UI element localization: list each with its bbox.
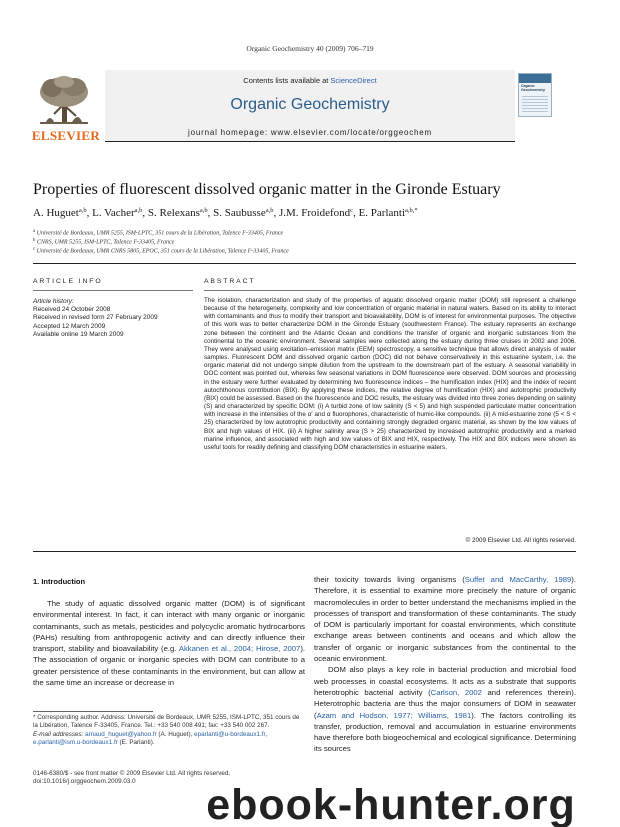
doi-line[interactable]: doi:10.1016/j.orggeochem.2009.03.0: [33, 778, 136, 786]
section-divider: [33, 263, 576, 264]
affiliation-text: CNRS, UMR 5255, ISM-LPTC, Talence F-33405, France: [36, 239, 175, 246]
affiliation-mark: b: [33, 238, 36, 243]
abstract-heading: ABSTRACT: [204, 278, 256, 285]
history-entry: Accepted 12 March 2009: [33, 322, 106, 330]
abstract-rule: [204, 290, 576, 291]
sciencedirect-link[interactable]: ScienceDirect: [330, 76, 377, 85]
contents-line: [105, 76, 515, 85]
affiliation: [33, 229, 593, 237]
author-affiliation-mark: a,b: [199, 207, 208, 214]
history-label: Article history:: [33, 298, 74, 305]
email-note: [33, 731, 305, 748]
cover-text-lines: [522, 96, 548, 112]
introduction-column-2: [314, 574, 576, 755]
article-title: Properties of fluorescent dissolved organic matter in the Gironde Estuary: [33, 181, 501, 198]
abstract-copyright: © 2009 Elsevier Ltd. All rights reserved.: [465, 537, 576, 544]
citation-link[interactable]: Akkanen et al., 2004; Hirose, 2007: [178, 644, 301, 654]
email-link[interactable]: arnaud_huguet@yahoo.fr: [85, 730, 157, 738]
intro-text: ). The association of organic or inorganic species with DOM can contribute to a greater persistence of these contaminants in the environment, but can allow at the same time an increase or decrease in: [33, 644, 306, 688]
corresponding-author-note: * Corresponding author. Address: Université de Bordeaux, UMR 5255, ISM-LPTC, 351 cours de la Libération, Talence F-33405, France. Tel.: +33 540 008 491; fax: +33 540 002 267.: [33, 714, 300, 730]
author-list: A. Huguet$^{a,b}$, L. Vacher$^{a,b}$, S. Relexans$^{a,b}$, S. Saubusse$^{a,b}$, J.M. Froidefond$^c$, E. Parlanti$^{a,b,*}$: [33, 207, 418, 219]
affiliation: [33, 247, 593, 255]
elsevier-wordmark: ELSEVIER: [31, 128, 101, 143]
running-head: Organic Geochemistry 40 (2009) 706–719: [246, 44, 374, 53]
article-history: [33, 298, 193, 339]
cover-title: Organic Geochemistry: [521, 84, 545, 92]
email-link[interactable]: eparlanti@u-bordeaux1.fr, e.parlanti@ism.u-bordeaux1.fr: [33, 730, 268, 746]
elsevier-tree-icon: [36, 74, 92, 126]
author: A. Huguet: [33, 207, 79, 219]
intro-text: The study of aquatic dissolved organic matter (DOM) is of significant environmental interest. In fact, it can interact with many organic or inorganic contaminants, such as metals, pesticides and polycyclic aromatic hydrocarbons (PAHs) resulting from anthropogenic activity and can directly influence their transport, stability and bioavailability (e.g.: [33, 599, 305, 654]
affiliation-mark: c: [33, 247, 36, 252]
journal-homepage[interactable]: journal homepage: www.elsevier.com/locate/orggeochem: [188, 128, 432, 137]
intro-text: and references therein). Heterotrophic bacteria are thus the major consumers of DOM in seawater (: [314, 687, 576, 720]
author: L. Vacher: [92, 207, 135, 219]
article-info-rule: [33, 290, 193, 291]
author: E. Parlanti: [358, 207, 405, 219]
history-entry: Available online 19 March 2009: [33, 330, 124, 338]
history-entry: Received 24 October 2008: [33, 306, 111, 314]
citation-link[interactable]: Carlson, 2002: [430, 687, 482, 697]
watermark: [162, 781, 620, 827]
affiliation: [33, 238, 593, 246]
intro-text: ). Therefore, it is essential to examine more precisely the nature of organic macromolecules in order to better understand the mechanisms implied in the processes of transport and transformation of these contaminants. The study of DOM is particularly important for coastal environments, which constitute exchange areas between continents and oceans and which allow the transfer of organic or inorganic substances from the continental to the oceanic environment.: [314, 575, 576, 664]
issn-line: 0146-6380/$ - see front matter © 2009 Elsevier Ltd. All rights reserved.: [33, 770, 231, 777]
intro-text: ). The factors controlling its transfer, production, removal and accumulation in estuarine environments have therefore both biogeochemical and ecological significance. Determining its sources: [314, 710, 576, 754]
citation-link[interactable]: Azam and Hodson, 1977; Williams, 1981: [316, 710, 472, 720]
email-owner: (A. Huguet),: [156, 730, 195, 738]
journal-cover-thumbnail: [518, 73, 552, 117]
history-entry: Received in revised form 27 February 2009: [33, 314, 158, 322]
author-affiliation-mark: a,b,*: [405, 207, 418, 214]
affiliation-text: Université de Bordeaux, UMR 5255, ISM-LPTC, 351 cours de la Libération, Talence F-33405, France: [36, 230, 284, 237]
author: S. Saubusse: [213, 207, 266, 219]
citation-link[interactable]: Suffet and MacCarthy, 1989: [464, 575, 572, 584]
watermark-text: ebook-hunter.org: [206, 781, 576, 827]
footnote-rule: [33, 711, 153, 712]
contents-prefix: Contents lists available at: [243, 76, 331, 85]
author: S. Relexans: [147, 207, 200, 219]
author-affiliation-mark: a,b: [134, 207, 143, 214]
abstract-text: The isolation, characterization and study of the properties of aquatic dissolved organic matter (DOM) still represent a challenge because of the heterogeneity, complexity and low concentration of organic material in natural waters. Based on its ability to interact with contaminants and thus to modify their transport and bioavailability, DOM is of interest for environmental purposes. The objective of this work was to better characterize DOM in the Gironde Estuary (southwestern France). The estuary represents an exchange zone between the continent and the Atlantic Ocean and conditions the transfer of organic and inorganic substances from the continental to the oceanic environment. Several samples were collected along the estuary during three cruises in 2002 and 2006. They were analysed using excitation–emission matrix (EEM) spectroscopy, a sensitive technique that allows direct analysis of water samples. Fluorescent DOM and dissolved organic carbon (DOC) did not behave conservatively in this estuarine system, i.e. the organic material did not undergo simple dilution from the upstream to the downstream part of the estuary. A seasonal variability in DOC content was pointed out, whereas few seasonal variations in DOM fluorescence were observed. DOM sources and processing in the estuary were further evaluated by determining two fluorescence indices – the humification index (HIX) and the index of recent autochthonous contribution (BIX). By applying these indices, the relative degree of humification (HIX) and autotrophic productivity (BIX) could be assessed. Based on the fluorescence and DOC results, the estuary was divided into three zones depending on salinity (S) and characterized by specific DOM: (i) A turbid zone of low salinity (S < 5) and high suspended particulate matter concentration with increase in the intensities of the α′ and α fluorophores, characteristic of humic-like compounds. (ii) A mid-estuarine zone (5 < S < 25) characterized by low autotrophic productivity and containing strongly degraded organic material, as shown by the low values of BIX and high values of HIX. (iii) A higher salinity area (S > 25) characterized by increased autotrophic productivity and a marked marine influence, and associated with high and low values of BIX and HIX, respectively. The HIX and BIX indices were shown as useful tools for readily defining and classifying DOM characteristics in estuarine waters.: [204, 297, 576, 451]
section-divider: [33, 551, 576, 552]
intro-text: DOM also plays a key role in bacterial production and microbial food web processes in coastal ecosystems. It acts as a substrate that supports heterotrophic bacterial activity (: [314, 665, 576, 697]
journal-name[interactable]: Organic Geochemistry: [230, 96, 390, 113]
email-owner: (E. Parlanti).: [117, 738, 155, 746]
author: J.M. Froidefond: [278, 207, 351, 219]
affiliation-mark: a: [33, 229, 36, 234]
author-affiliation-mark: a,b: [78, 207, 87, 214]
article-info-heading: ARTICLE INFO: [33, 278, 103, 285]
author-affiliation-mark: a,b: [265, 207, 274, 214]
footnotes: [33, 714, 305, 747]
email-label: E-mail addresses:: [33, 730, 86, 738]
author-affiliation-mark: c: [350, 207, 354, 214]
intro-text: their toxicity towards living organisms (: [314, 575, 465, 584]
cover-banner: [519, 74, 551, 83]
introduction-column-1: [33, 598, 305, 688]
affiliation-text: Université de Bordeaux, UMR CNRS 5805, EPOC, 351 cours de la Libération, Talence F-33405, France: [36, 248, 289, 255]
introduction-heading: 1. Introduction: [33, 577, 86, 586]
